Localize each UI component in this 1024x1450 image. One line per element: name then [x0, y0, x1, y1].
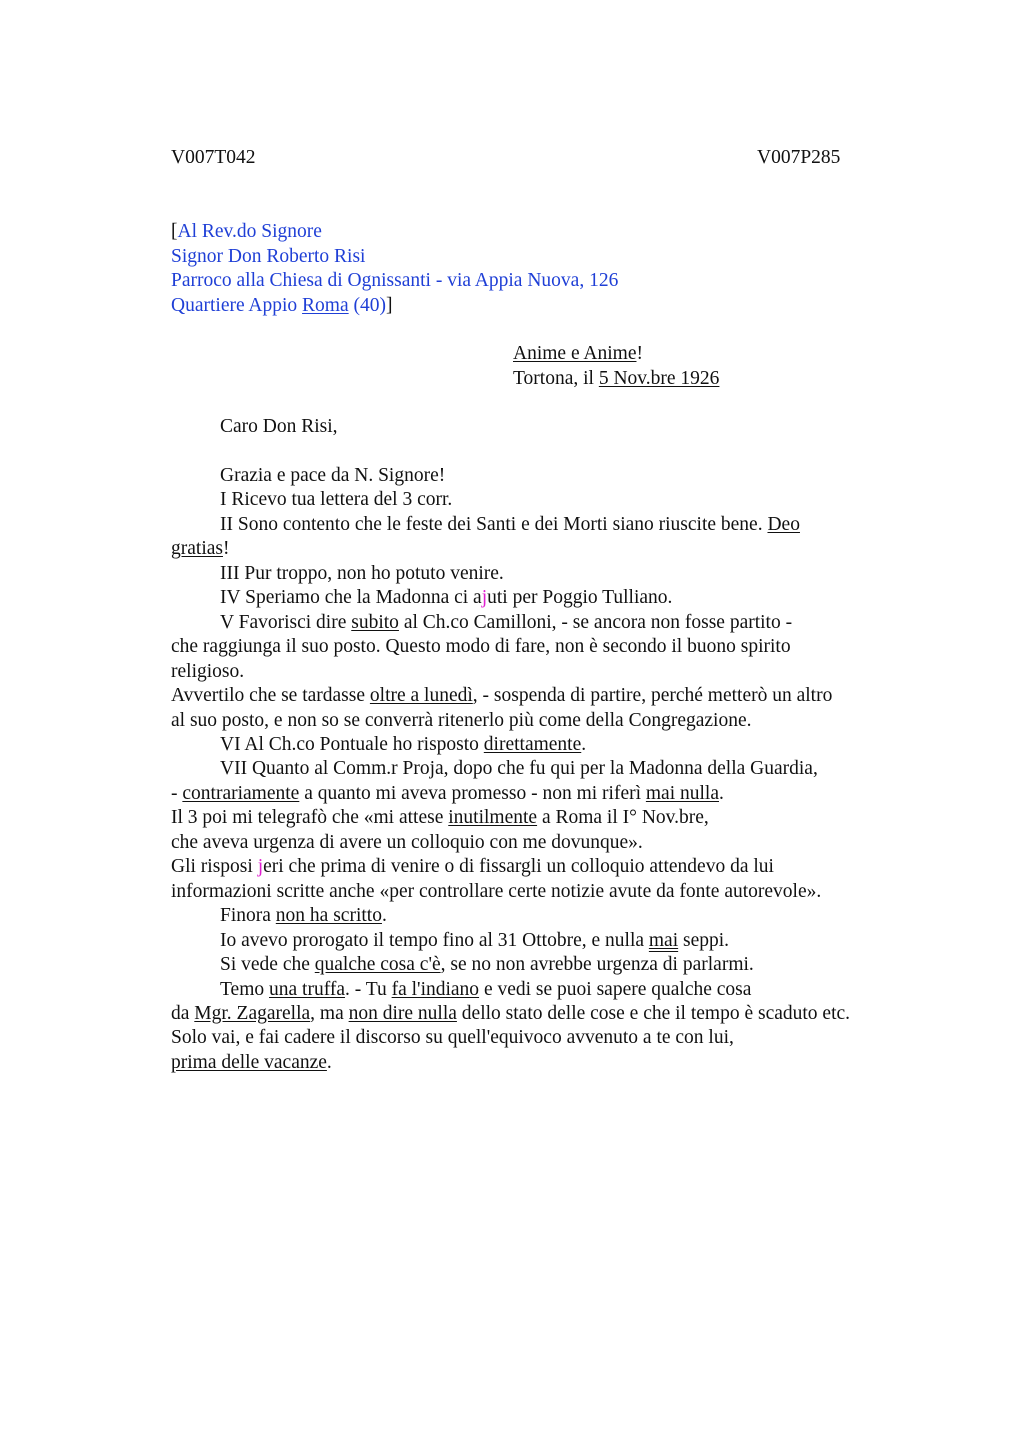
underlined-text: prima delle vacanze — [171, 1051, 327, 1073]
underlined-text: una truffa — [269, 978, 345, 1000]
underlined-text: non ha scritto — [275, 905, 382, 927]
underlined-text: qualche cosa c'è — [314, 954, 441, 976]
underlined-text: direttamente — [483, 733, 582, 755]
text-run: , se no non avrebbe urgenza di parlarmi. — [440, 954, 754, 976]
text-run: . — [719, 782, 724, 804]
paragraph-7: VII Quanto al Comm.r Proja, dopo che fu qui per la Madonna della Guardia, — [220, 758, 818, 780]
paragraph-1: I Ricevo tua lettera del 3 corr. — [220, 489, 453, 511]
underlined-text: fa l'indiano — [391, 978, 480, 1000]
place-date-line — [513, 367, 719, 392]
underlined-text: non dire nulla — [348, 1002, 457, 1024]
paragraph-5-line-4 — [171, 684, 911, 708]
letter-body — [171, 464, 911, 1075]
paragraph-7-line-2 — [171, 782, 911, 806]
document-code-left: V007T042 — [171, 147, 256, 168]
underlined-text: inutilmente — [448, 807, 538, 829]
paragraph-5-line-2: che raggiunga il suo posto. Questo modo di fare, non è secondo il buono spirito — [171, 636, 791, 658]
text-run: . — [326, 1051, 332, 1073]
underlined-text: mai nulla — [645, 782, 719, 804]
paragraph-7-line-5 — [171, 855, 911, 879]
address-bracket-open: [ — [171, 221, 178, 242]
underlined-text: gratias — [171, 538, 223, 560]
text-run: Si vede che — [220, 954, 315, 976]
dateline — [513, 342, 719, 391]
address-recipient-title: Al Rev.do Signore — [177, 221, 322, 242]
paragraph-11-line-2 — [171, 1002, 911, 1026]
text-run: . — [581, 733, 587, 755]
paragraph-4 — [171, 586, 911, 610]
paragraph-7-line-6: informazioni scritte anche «per controllare certe notizie avute da fonte autorevole». — [171, 880, 822, 902]
text-run: IV Speriamo che la Madonna ci a — [220, 587, 482, 609]
text-run: ! — [222, 538, 230, 560]
greeting: Grazia e pace da N. Signore! — [220, 465, 446, 486]
text-run: Gli risposi — [171, 856, 258, 878]
paragraph-11-line-3: Solo vai, e fai cadere il discorso su quell'equivoco avvenuto a te con lui, — [171, 1027, 734, 1049]
text-run: a Roma il I° Nov.bre, — [537, 807, 709, 829]
underlined-text: Mgr. Zagarella — [194, 1002, 311, 1024]
paragraph-3: III Pur troppo, non ho potuto venire. — [220, 562, 504, 584]
paragraph-7-line-3 — [171, 806, 911, 830]
paragraph-11-line-4 — [171, 1051, 911, 1075]
paragraph-8 — [171, 904, 911, 928]
letter-date: 5 Nov.bre 1926 — [598, 367, 720, 389]
underlined-text: Deo — [767, 513, 800, 535]
text-run: VI Al Ch.co Pontuale ho risposto — [220, 733, 484, 755]
text-run: , ma — [310, 1002, 349, 1024]
text-run: . — [381, 905, 387, 927]
underlined-text: oltre a lunedì — [369, 685, 473, 707]
address-bracket-close: ] — [386, 294, 393, 316]
double-underlined-text: mai — [648, 929, 679, 951]
highlighted-letter: j — [481, 587, 488, 609]
place: Tortona, il — [513, 367, 599, 389]
text-run: dello stato delle cose e che il tempo è scaduto etc. — [456, 1002, 851, 1024]
text-run: da — [171, 1002, 195, 1024]
document-code-right: V007P285 — [757, 147, 841, 168]
address-line-1 — [171, 220, 618, 245]
paragraph-9 — [171, 929, 911, 953]
paragraph-7-line-4: che aveva urgenza di avere un colloquio con me dovunque». — [171, 831, 643, 853]
text-run: V Favorisci dire — [220, 611, 352, 633]
text-run: uti per Poggio Tulliano. — [487, 587, 673, 609]
text-run: Il 3 poi mi telegrafò che «mi attese — [171, 807, 449, 829]
text-run: - — [171, 782, 183, 804]
text-run: , - sospenda di partire, perché metterò un altro — [472, 685, 833, 707]
address-postal: (40) — [348, 294, 387, 316]
paragraph-11 — [171, 978, 911, 1002]
recipient-address — [171, 220, 618, 318]
motto-line — [513, 342, 719, 367]
paragraph-2 — [171, 513, 911, 537]
text-run: seppi. — [678, 929, 730, 951]
text-run: al Ch.co Camilloni, - se ancora non fosse partito - — [398, 611, 793, 633]
paragraph-10 — [171, 953, 911, 977]
paragraph-6 — [171, 733, 911, 757]
address-line-4 — [171, 294, 618, 319]
motto: Anime e Anime — [513, 343, 637, 364]
paragraph-2-cont — [171, 537, 911, 561]
text-run: eri che prima di venire o di fissargli un colloquio attendevo da lui — [263, 856, 774, 878]
text-run: II Sono contento che le feste dei Santi e dei Morti siano riuscite bene. — [220, 513, 768, 535]
text-run: a quanto mi aveva promesso - non mi riferì — [299, 782, 646, 804]
salutation: Caro Don Risi, — [220, 416, 338, 437]
text-run: Temo — [220, 978, 269, 1000]
text-run: Io avevo prorogato il tempo fino al 31 Ottobre, e nulla — [220, 929, 649, 951]
paragraph-5 — [171, 611, 911, 635]
motto-exclamation: ! — [636, 343, 643, 364]
text-run: . - Tu — [344, 978, 392, 1000]
address-line-3: Parroco alla Chiesa di Ognissanti - via Appia Nuova, 126 — [171, 270, 619, 291]
text-run: Avvertilo che se tardasse — [171, 685, 370, 707]
text-run: e vedi se puoi sapere qualche cosa — [479, 978, 752, 1000]
paragraph-5-line-3: religioso. — [171, 660, 245, 682]
address-district: Quartiere Appio — [171, 294, 303, 316]
underlined-text: contrariamente — [182, 782, 300, 804]
paragraph-5-line-5: al suo posto, e non so se converrà ritenerlo più come della Congregazione. — [171, 709, 752, 731]
text-run: Finora — [220, 905, 276, 927]
highlighted-letter: j — [257, 856, 264, 878]
address-city: Roma — [302, 294, 349, 316]
address-line-2: Signor Don Roberto Risi — [171, 245, 366, 267]
underlined-text: subito — [351, 611, 399, 633]
